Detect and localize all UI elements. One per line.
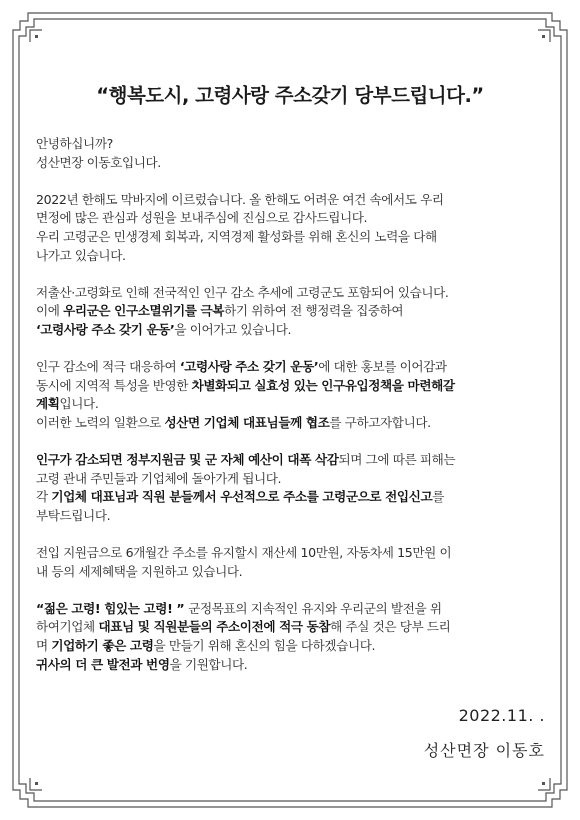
text-run: 해 주실 것은 당부 드리 — [330, 619, 451, 635]
text-run: 인구 감소에 적극 대응하여 — [36, 359, 180, 375]
paragraph-line: 면정에 많은 관심과 성원을 보내주심에 진심으로 감사드립니다. — [36, 210, 368, 226]
bold-text: 대표님 및 직원분들의 주소이전에 적극 동참 — [98, 619, 331, 635]
bold-text: 귀사의 더 큰 발전과 번영 — [36, 656, 170, 672]
text-run: 군정목표의 지속적인 유지와 우리군의 발전을 위 — [188, 600, 442, 616]
paragraph-line — [36, 656, 548, 675]
text-run: 하기 위하여 전 행정력을 집중하여 — [224, 303, 404, 319]
paragraph-line — [36, 358, 548, 377]
bold-text: 계획 — [36, 396, 60, 412]
bold-text: 인구가 감소되면 정부지원금 및 군 자체 예산이 대폭 삭감 — [36, 452, 339, 468]
letter-date: 2022.11. . — [458, 706, 545, 725]
text-run: 를 — [432, 489, 444, 505]
bold-text: 기업하기 좋은 고령 — [51, 638, 154, 654]
text-run: 하여기업체 — [36, 619, 99, 635]
paragraph-line: 전입 지원금으로 6개월간 주소를 유지할시 재산세 10만원, 자동차세 15만원 이 — [36, 545, 452, 561]
bold-text: ‘고령사랑 주소 갖기 운동’ — [179, 359, 319, 375]
text-run: 이에 — [36, 303, 64, 319]
text-run: 를 구하고자합니다. — [329, 414, 431, 430]
paragraph-line: 내 등의 세제혜택을 지원하고 있습니다. — [36, 563, 243, 579]
text-run: 각 — [36, 489, 52, 505]
signature: 성산면장 이동호 — [423, 741, 545, 760]
paragraph-line: 2022년 한해도 막바지에 이르렀습니다. 올 한해도 어려운 여건 속에서도 우리 — [36, 191, 444, 207]
paragraph-line — [36, 321, 548, 340]
text-run: 을 이어가고 있습니다. — [174, 321, 292, 337]
document-title: “행복도시, 고령사랑 주소갖기 당부드립니다.” — [96, 84, 484, 107]
bold-text: 차별화되고 실효성 있는 인구유입정책을 마련해갈 — [191, 377, 455, 393]
paragraph-line — [36, 618, 548, 637]
paragraph-line — [36, 395, 548, 414]
text-run: 동시에 지역적 특성을 반영한 — [36, 377, 192, 393]
text-run: 을 만들기 위해 혼신의 힘을 다하겠습니다. — [153, 638, 376, 654]
text-run: 을 기원합니다. — [169, 656, 248, 672]
text-run: 에 대한 홍보를 이어감과 — [318, 359, 447, 375]
bold-text: 우리군은 인구소멸위기를 극복 — [63, 303, 225, 319]
paragraph-line — [36, 377, 548, 396]
paragraph-line: 고령 관내 주민들과 기업체에 돌아가게 됩니다. — [36, 470, 282, 486]
paragraph-line — [36, 488, 548, 507]
bold-text: “젊은 고령! 힘있는 고령! ” — [36, 600, 189, 616]
bold-text: 기업체 대표님과 직원 분들께서 우선적으로 주소를 고령군으로 전입신고 — [51, 489, 433, 505]
paragraph-line — [36, 451, 548, 470]
text-run: 이러한 노력의 일환으로 — [36, 414, 165, 430]
text-run: 되며 그에 따른 피해는 — [338, 452, 456, 468]
paragraph-line — [36, 637, 548, 656]
greeting-line: 성산면장 이동호입니다. — [36, 154, 161, 170]
text-run: 며 — [36, 638, 52, 654]
letter-body — [36, 135, 548, 674]
paragraph-line: 부탁드립니다. — [36, 507, 111, 523]
paragraph-line — [36, 600, 548, 619]
bold-text: 성산면 기업체 대표님들께 협조 — [164, 414, 330, 430]
greeting-line: 안녕하십니까? — [36, 136, 113, 151]
paragraph-line: 나가고 있습니다. — [36, 247, 126, 263]
text-run: 입니다. — [59, 396, 99, 412]
paragraph-line: 우리 고령군은 민생경제 회복과, 지역경제 활성화를 위해 혼신의 노력을 다해 — [36, 228, 437, 244]
paragraph-line: 저출산·고령화로 인해 전국적인 인구 감소 추세에 고령군도 포함되어 있습니다. — [36, 284, 449, 300]
bold-text: ‘고령사랑 주소 갖기 운동’ — [36, 321, 175, 337]
paragraph-line — [36, 414, 548, 433]
paragraph-line — [36, 302, 548, 321]
